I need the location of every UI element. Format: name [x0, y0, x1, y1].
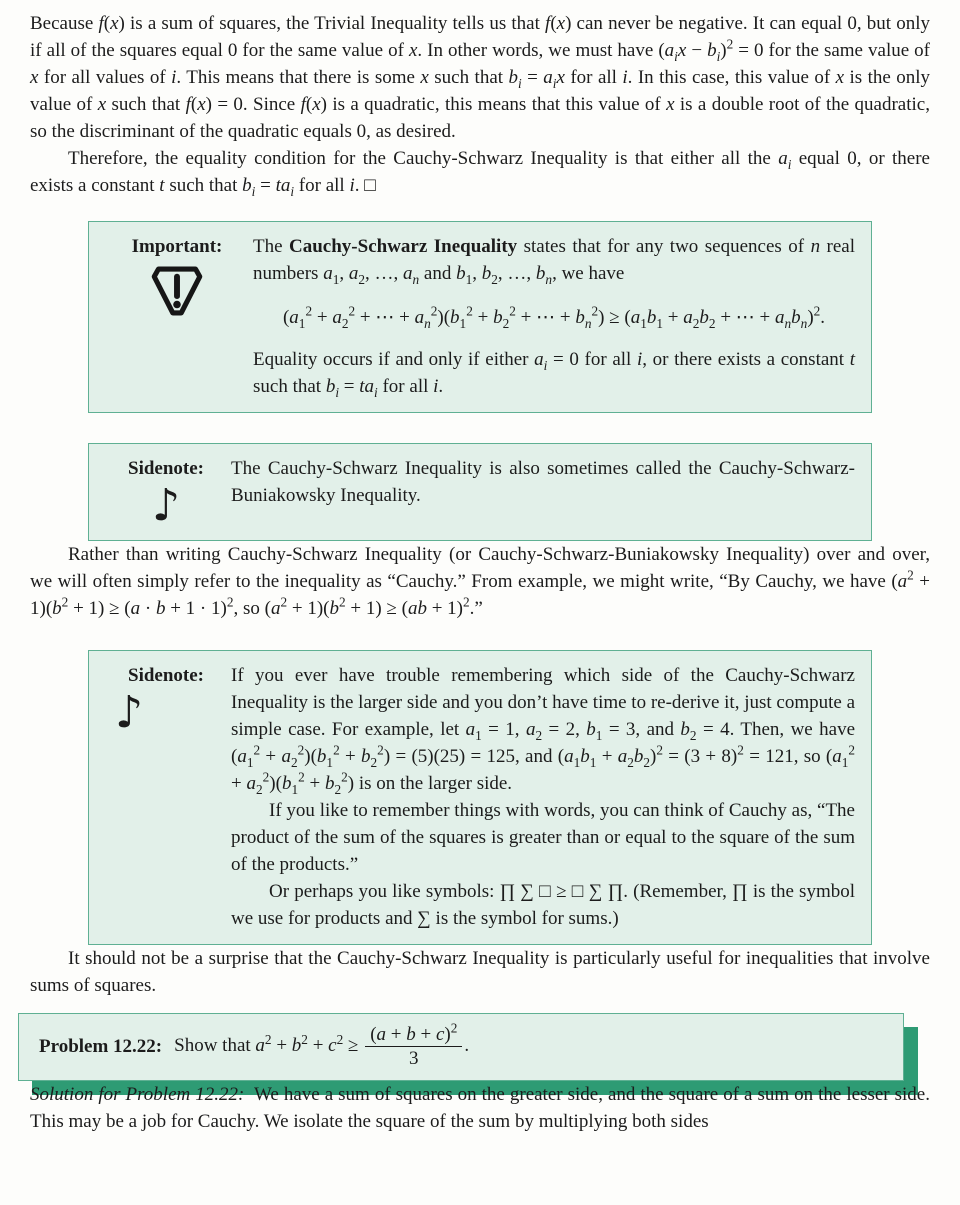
music-note-icon: ♪	[151, 480, 181, 531]
cauchy-schwarz-formula: ($a_1^2 + a_2^2$ + ⋯ + $a_n^2)(b_1^2 + b_2^2$ + ⋯ + $b_n^2) \ge (a_1b_1 + a_2b_2$ + ⋯ + $a_nb_n)^2$.	[282, 303, 826, 331]
problem-statement: Show that $a^2 + b^2 + c^2$ ≥ $\frac{(a + b + c)^2}{3}$ .	[174, 1020, 470, 1070]
alert-exclamation-icon	[150, 264, 204, 326]
paragraph-cauchy-shorthand: Rather than writing Cauchy-Schwarz Inequality (or Cauchy-Schwarz-Buniakowsky Inequality) over and over, we will often simply refer to the inequality as “Cauchy.” From example, we might write, “By Cauchy, we have $(a^2 + 1)(b^2 + 1) \ge (a \cdot b + 1 \cdot 1)^2$, so $(a^2 + 1)(b^2 + 1) \ge (ab + 1)^2$.”	[30, 544, 931, 619]
sidenote-text: The Cauchy-Schwarz Inequality is also sometimes called the Cauchy-Schwarz-Buniakowsky Inequality.	[231, 458, 855, 506]
sidenote-label: Sidenote:	[128, 458, 204, 479]
sidenote-label: Sidenote:	[128, 665, 204, 686]
important-equality-condition: Equality occurs if and only if either $a_i = 0$ for all i, or there exists a constant t such that $b_i = ta_i$ for all i.	[253, 349, 855, 400]
sidenote-label-column	[101, 455, 231, 531]
sidenote-paragraph-words: If you like to remember things with words, you can think of Cauchy as, “The product of the sum of the squares is greater than or equal to the square of the sum of the products.”	[231, 800, 855, 875]
sidenote-content	[231, 662, 855, 932]
paragraph-trivial-inequality: Because f(x) is a sum of squares, the Trivial Inequality tells us that f(x) can never be negative. It can equal 0, but only if all of the squares equal 0 for the same value of x. In other words, we must have $(a_ix - b_i)^2 = 0$ for the same value of x for all values of i. This means that there is some x such that $b_i = a_ix$ for all i. In this case, this value of x is the only value of x such that f(x) = 0. Since f(x) is a quadratic, this means that this value of x is a double root of the quadratic, so the discriminant of the quadratic equals 0, as desired.	[30, 13, 931, 142]
sidenote-box-remembering	[88, 650, 872, 945]
important-box	[88, 221, 872, 413]
music-note-icon: ♪	[115, 687, 144, 738]
sidenote-paragraph-symbols: Or perhaps you like symbols: ∏ ∑ □ ≥ □ ∑ ∏. (Remember, ∏ is the symbol we use for products and ∑ is the symbol for sums.)	[231, 881, 855, 929]
sidenote-box-buniakowsky	[88, 443, 872, 541]
sidenote-paragraph-example: If you ever have trouble remembering which side of the Cauchy-Schwarz Inequality is the larger side and you don’t have time to re-derive it, just compute a simple case. For example, let $a_1 = 1$, $a_2 = 2$, $b_1 = 3$, and $b_2 = 4$. Then, we have $(a_1^2 + a_2^2)(b_1^2 + b_2^2) = (5)(25) = 125$, and $(a_1b_1 + a_2b_2)^2 = (3 + 8)^2 = 121$, so $(a_1^2 + a_2^2)(b_1^2 + b_2^2)$ is on the larger side.	[231, 665, 856, 797]
important-label-column	[101, 233, 253, 400]
important-label: Important:	[131, 236, 223, 257]
paragraph-solution-intro: Solution for Problem 12.22: We have a sum of squares on the greater side, and the square of a sum on the lesser side. This may be a job for Cauchy. We isolate the square of the sum by multiplying both sides	[30, 1083, 930, 1132]
paragraph-equality-condition: Therefore, the equality condition for the Cauchy-Schwarz Inequality is that either all the $a_i$ equal 0, or there exists a constant t such that $b_i = ta_i$ for all i. □	[30, 148, 930, 199]
paragraph-useful-for-sums: It should not be a surprise that the Cauchy-Schwarz Inequality is particularly useful for inequalities that involve sums of squares.	[30, 948, 930, 996]
important-intro: The Cauchy-Schwarz Inequality states that for any two sequences of n real numbers $a_1$, $a_2$, …, $a_n$ and $b_1$, $b_2$, …, $b_n$, we have	[253, 236, 856, 287]
problem-label: Problem 12.22:	[39, 1036, 163, 1058]
sidenote-content	[231, 455, 855, 528]
sidenote-label-column	[101, 662, 231, 932]
problem-12-22-box	[18, 1013, 904, 1081]
important-content	[253, 233, 855, 400]
